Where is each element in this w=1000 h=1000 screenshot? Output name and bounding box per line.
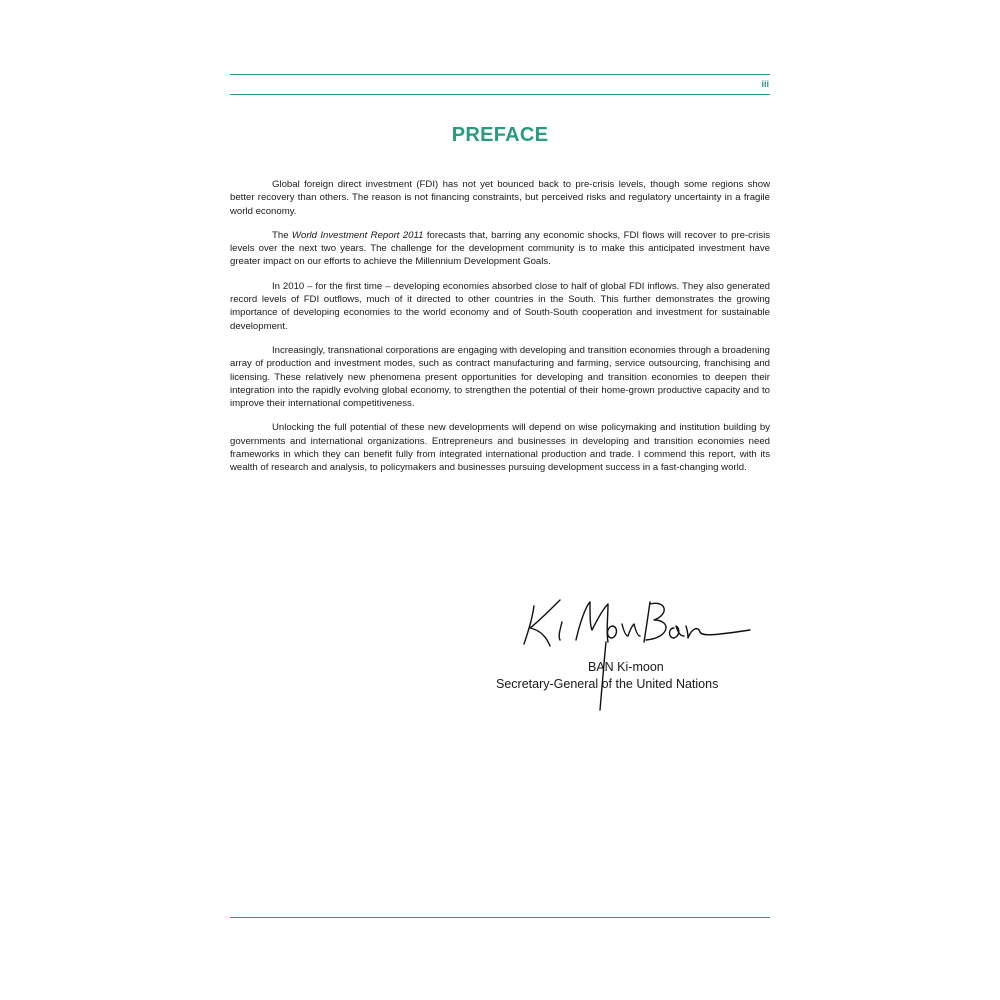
paragraph-3 <box>230 280 770 333</box>
paragraph-2-text-end: forecasts that, barring any economic shocks, FDI flows will recover to pre-crisis levels over the next two years. The challenge for the development community is to make this anticipated investment have greater impact on our efforts to achieve the Millennium Development Goals. <box>230 229 770 268</box>
paragraph-1-text: Global foreign direct investment (FDI) has not yet bounced back to pre-crisis levels, though some regions show better recovery than others. The reason is not financing constraints, but perceived risks and regulatory uncertainty in a fragile world economy. <box>230 179 770 217</box>
page-title: PREFACE <box>451 124 549 146</box>
handwritten-signature <box>520 592 760 712</box>
signatory-block <box>496 659 756 693</box>
paragraph-5 <box>230 421 770 474</box>
paragraph-1 <box>230 178 770 218</box>
paragraph-2-text-start: The <box>272 229 292 241</box>
paragraph-4-text: Increasingly, transnational corporations are engaging with developing and transition economies through a broadening array of production and investment modes, such as contract manufacturing and farming, service outsourcing, franchising and licensing. These relatively new phenomena present opportunities for developing and transition economies to deepen their integration into the rapidly evolving global economy, to strengthen the potential of their home-grown productive capacity and to improve their international competitiveness. <box>230 344 770 410</box>
header-rule-bottom <box>230 94 770 95</box>
page-number: iii <box>761 79 769 89</box>
footer-rule <box>230 917 770 918</box>
paragraph-5-text: Unlocking the full potential of these new developments will depend on wise policymaking and institution building by governments and international organizations. Entrepreneurs and businesses in developing and transition economies need frameworks in which they can benefit fully from integrated international production and trade. I commend this report, with its wealth of research and analysis, to policymakers and businesses pursuing development success in a fast-changing world. <box>230 422 770 474</box>
report-title: World Investment Report 2011 <box>291 229 424 241</box>
paragraph-3-text: In 2010 – for the first time – developing economies absorbed close to half of global FDI inflows. They also generated record levels of FDI outflows, much of it directed to other countries in the South. This further demonstrates the growing importance of developing economies to the world economy and of South-South cooperation and investment for sustainable development. <box>230 280 770 332</box>
signatory-title: Secretary-General of the United Nations <box>496 677 719 691</box>
paragraph-4 <box>230 344 770 410</box>
signatory-name: BAN Ki-moon <box>588 660 664 674</box>
paragraph-2 <box>230 229 770 269</box>
preface-body <box>230 178 770 486</box>
header-rule-top <box>230 74 770 75</box>
